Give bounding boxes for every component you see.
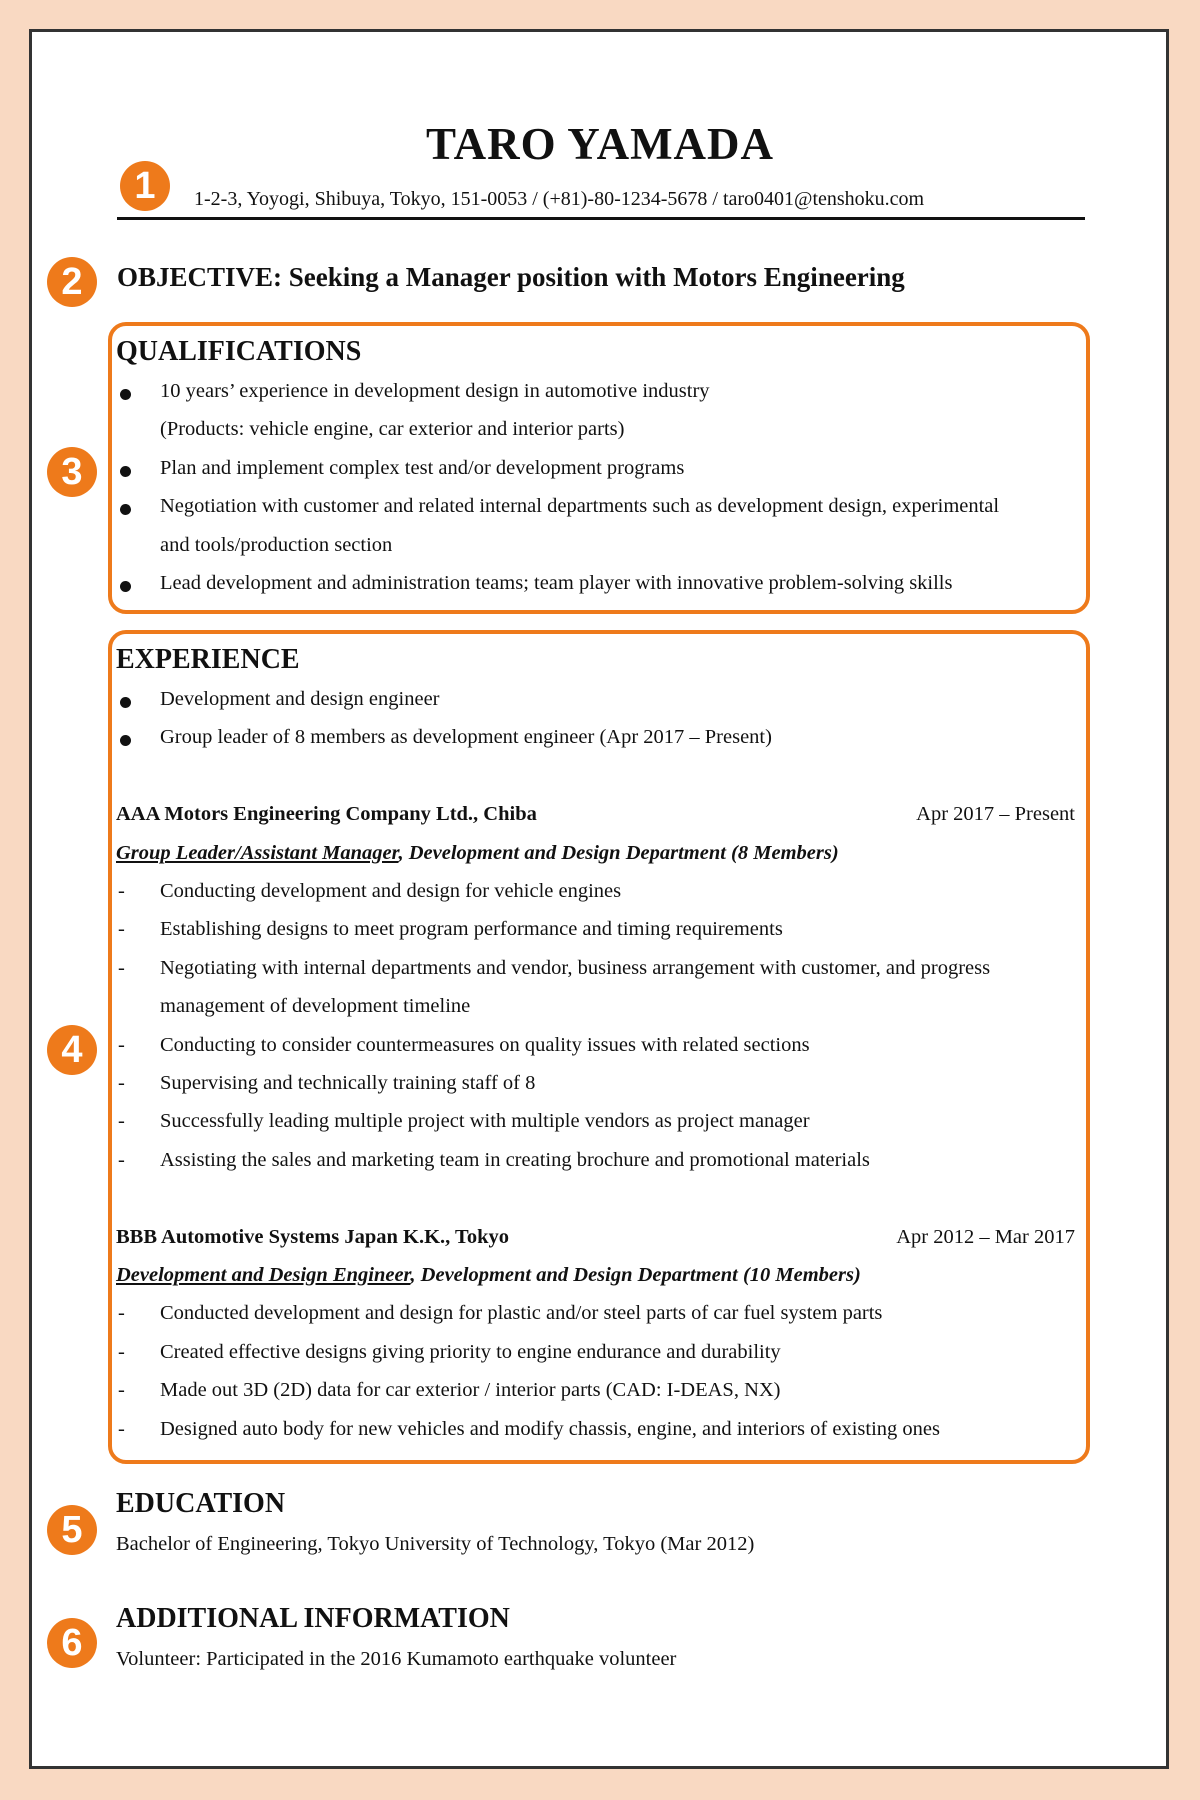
job-dates: Apr 2017 – Present	[916, 803, 1075, 826]
badge-2: 2	[47, 257, 97, 307]
job-duty: Assisting the sales and marketing team in creating brochure and promotional materials	[160, 1148, 870, 1171]
job-duty: Negotiating with internal departments and vendor, business arrangement with customer, and progress	[160, 956, 991, 979]
additional-title: ADDITIONAL INFORMATION	[116, 1603, 510, 1634]
qualification-item: Lead development and administration teams; team player with innovative problem-solving skills	[160, 572, 953, 594]
header-divider	[117, 217, 1085, 220]
badge-6: 6	[47, 1618, 97, 1668]
bullet-dot	[120, 581, 131, 592]
job-duty: Successfully leading multiple project with multiple vendors as project manager	[160, 1110, 810, 1133]
experience-title: EXPERIENCE	[116, 644, 300, 675]
dash-marker: -	[118, 1379, 125, 1402]
dash-marker: -	[118, 1302, 125, 1325]
job-company: AAA Motors Engineering Company Ltd., Chiba	[116, 803, 537, 826]
education-title: EDUCATION	[116, 1488, 286, 1519]
dash-marker: -	[118, 1340, 125, 1363]
dash-marker: -	[118, 1417, 125, 1440]
candidate-name: TARO YAMADA	[425, 119, 775, 169]
bullet-dot	[120, 697, 131, 708]
additional-text: Volunteer: Participated in the 2016 Kumamoto earthquake volunteer	[116, 1648, 677, 1670]
job-duty: Made out 3D (2D) data for car exterior / interior parts (CAD: I-DEAS, NX)	[160, 1379, 781, 1402]
job-department: , Development and Design Department (10 Members)	[410, 1264, 861, 1286]
badge-1: 1	[120, 161, 170, 211]
job-title: Development and Design Engineer	[116, 1264, 411, 1286]
job-role	[116, 842, 839, 865]
job-duty: Conducting to consider countermeasures on quality issues with related sections	[160, 1033, 810, 1056]
qualifications-title: QUALIFICATIONS	[116, 336, 362, 367]
qualification-item: Negotiation with customer and related internal departments such as development design, experimental	[160, 495, 1000, 518]
education-text: Bachelor of Engineering, Tokyo University of Technology, Tokyo (Mar 2012)	[116, 1533, 755, 1555]
bullet-dot	[120, 389, 131, 400]
qualification-item: Plan and implement complex test and/or development programs	[160, 456, 685, 479]
job-duty: management of development timeline	[160, 995, 471, 1018]
contact-line: 1-2-3, Yoyogi, Shibuya, Tokyo, 151-0053 / (+81)-80-1234-5678 / taro0401@tenshoku.com	[194, 188, 925, 210]
job-duty: Designed auto body for new vehicles and modify chassis, engine, and interiors of existing ones	[160, 1417, 940, 1440]
job-duty: Created effective designs giving priority to engine endurance and durability	[160, 1340, 781, 1363]
dash-marker: -	[118, 956, 125, 979]
job-duty: Conducted development and design for plastic and/or steel parts of car fuel system parts	[160, 1302, 883, 1325]
job-duty: Establishing designs to meet program performance and timing requirements	[160, 918, 783, 941]
qualification-item: 10 years’ experience in development design in automotive industry	[160, 380, 710, 402]
experience-summary-item: Development and design engineer	[160, 688, 440, 710]
qualification-item: (Products: vehicle engine, car exterior and interior parts)	[160, 418, 625, 441]
job-duty: Supervising and technically training staff of 8	[160, 1072, 536, 1094]
dash-marker: -	[118, 918, 125, 941]
qualification-item: and tools/production section	[160, 533, 393, 556]
bullet-dot	[120, 466, 131, 477]
badge-3: 3	[47, 447, 97, 497]
badge-5: 5	[47, 1505, 97, 1555]
job-company: BBB Automotive Systems Japan K.K., Tokyo	[116, 1225, 509, 1248]
dash-marker: -	[118, 1072, 125, 1094]
job-duty: Conducting development and design for vehicle engines	[160, 880, 622, 902]
job-dates: Apr 2012 – Mar 2017	[896, 1225, 1075, 1248]
badge-4: 4	[47, 1025, 97, 1075]
dash-marker: -	[118, 1110, 125, 1133]
objective: OBJECTIVE: Seeking a Manager position with Motors Engineering	[117, 262, 905, 292]
job-department: , Development and Design Department (8 Members)	[398, 841, 839, 864]
dash-marker: -	[118, 1033, 125, 1056]
dash-marker: -	[118, 880, 125, 902]
experience-summary-item: Group leader of 8 members as development engineer (Apr 2017 – Present)	[160, 726, 772, 749]
job-role	[116, 1264, 861, 1287]
dash-marker: -	[118, 1148, 125, 1171]
job-title: Group Leader/Assistant Manager	[116, 841, 399, 864]
